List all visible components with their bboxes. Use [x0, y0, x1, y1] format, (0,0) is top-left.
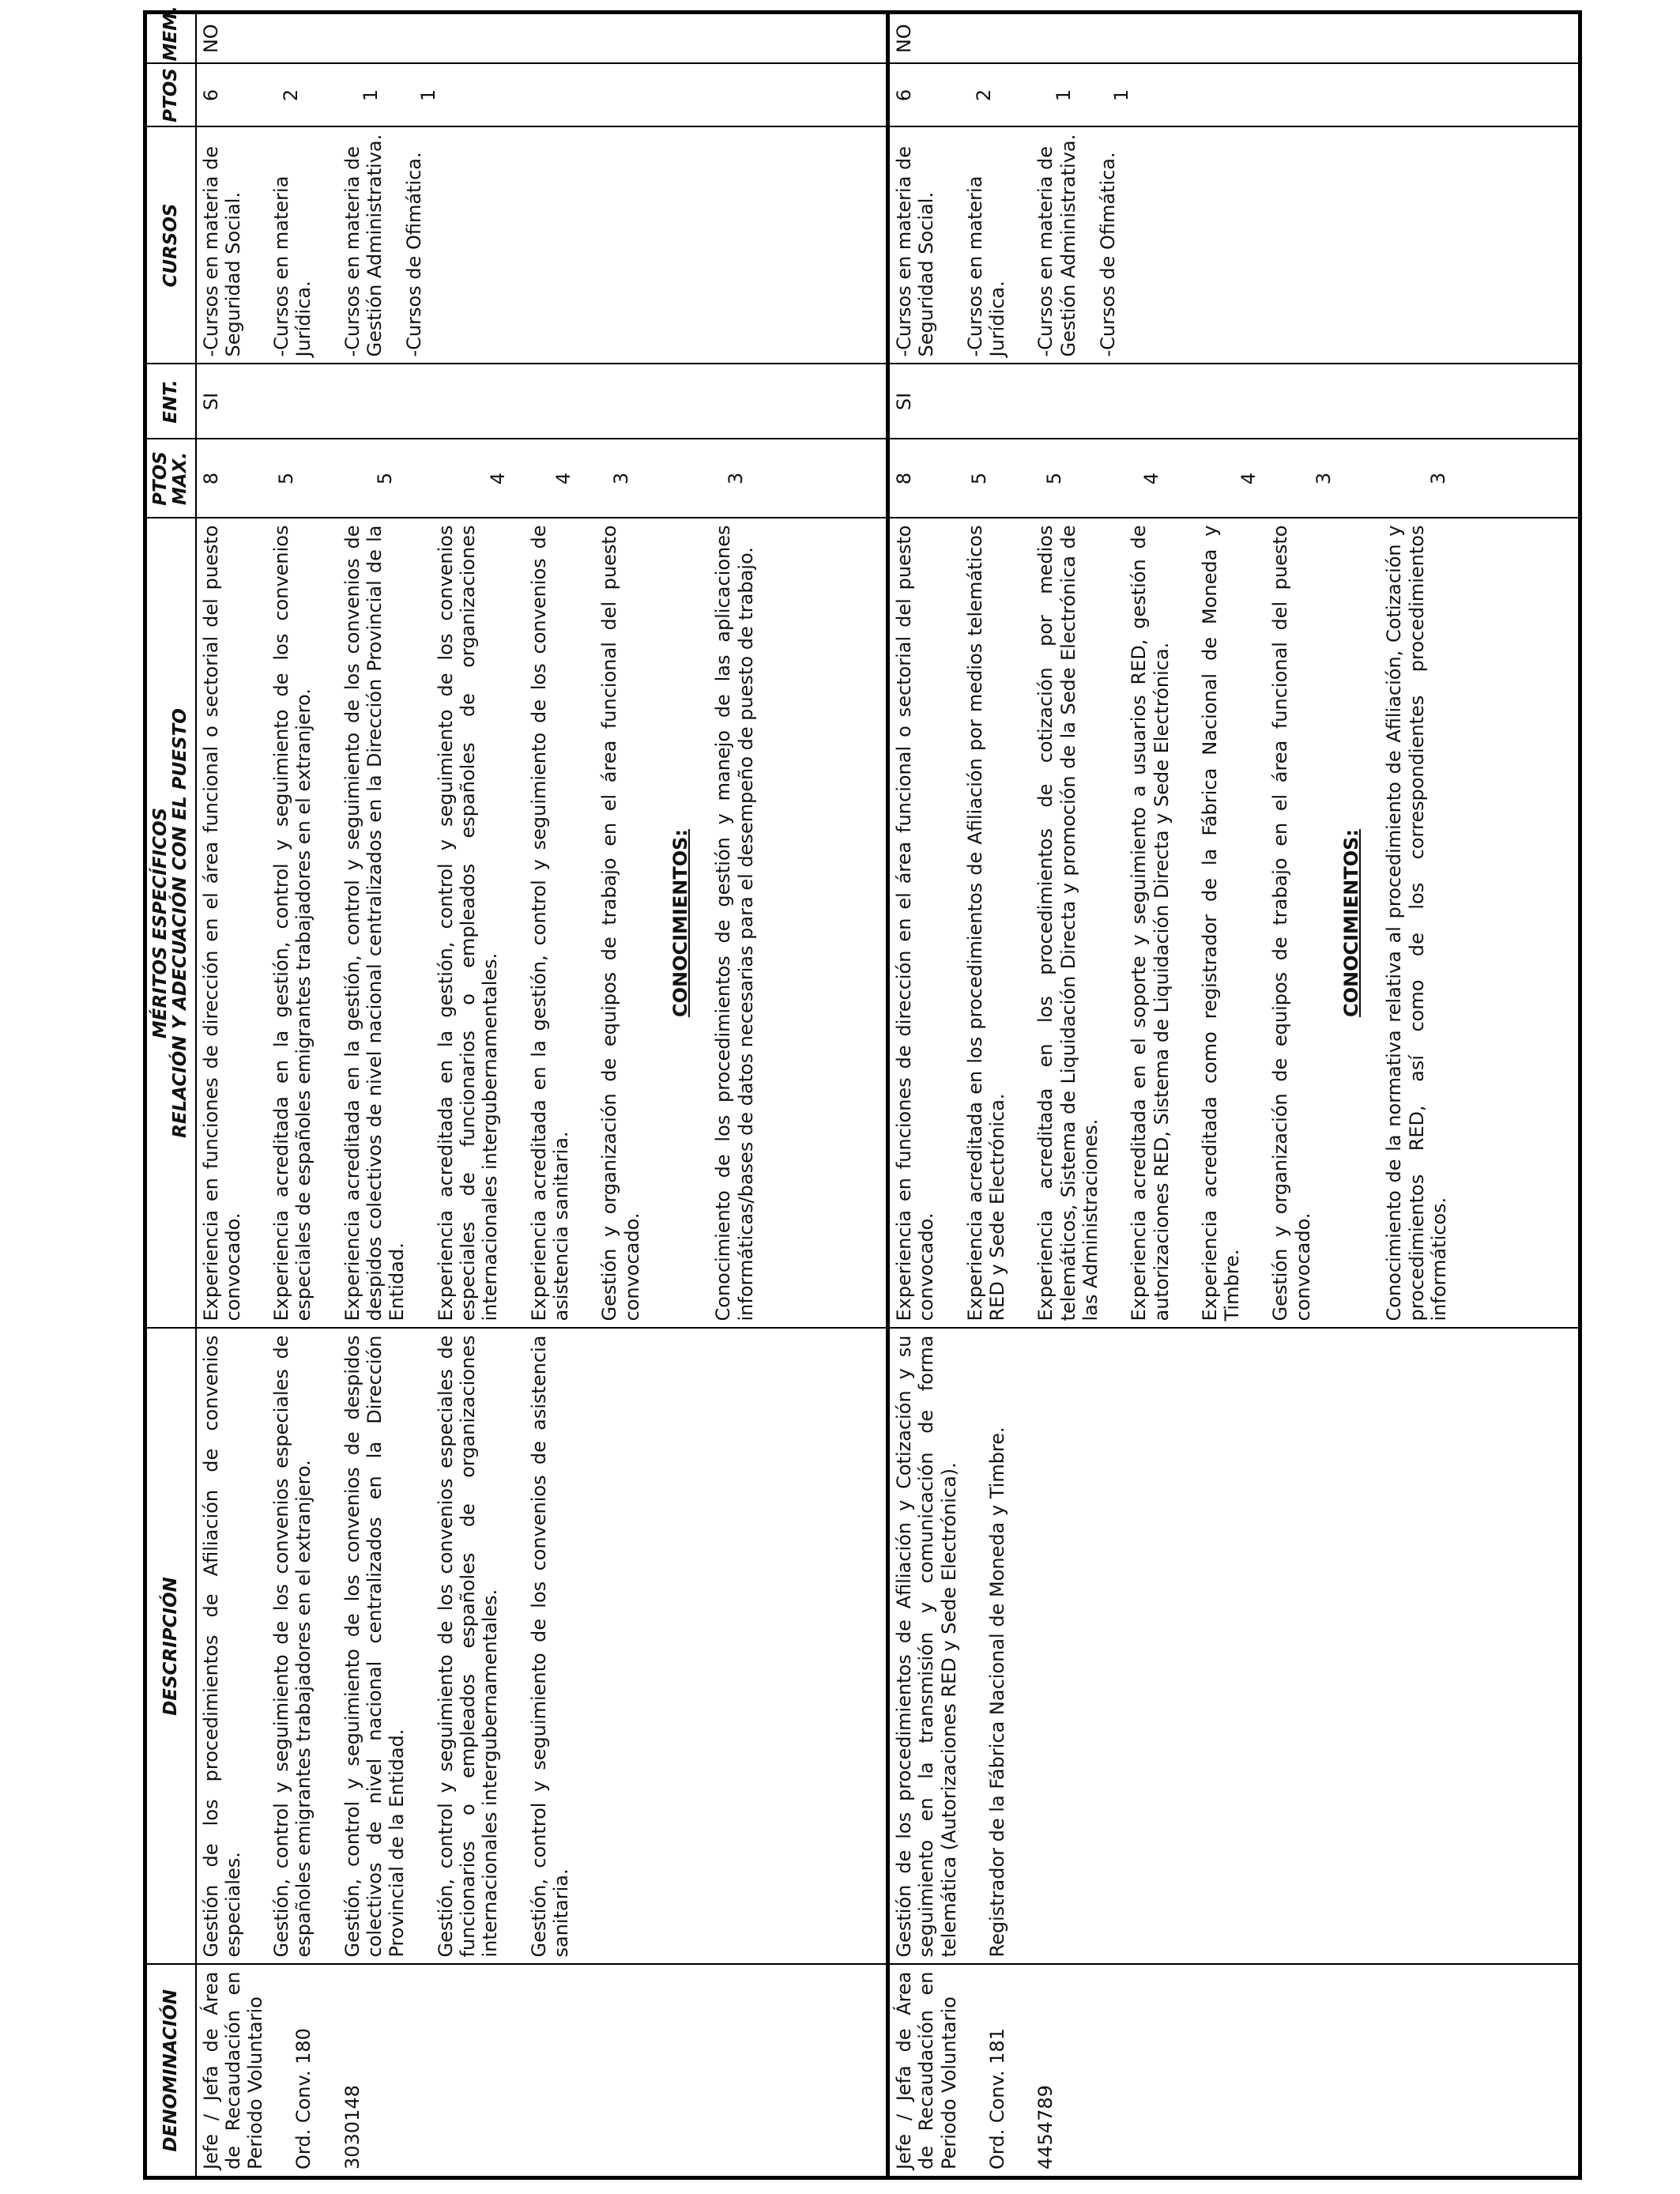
- descripcion-item: Gestión, control y seguimiento de los convenios de despidos colectivos de nivel nacional centralizados en la Dirección Provincial de la Entidad.: [341, 1335, 409, 1958]
- conocimientos-text: Conocimiento de los procedimientos de gestión y manejo de las aplicaciones informáticas/bases de datos necesarias para el desempeño de puesto de trabajo.: [712, 525, 757, 1321]
- header-ent: ENT.: [145, 364, 196, 439]
- ptos-max-value: 4: [552, 472, 574, 485]
- descripcion-cell: [196, 1329, 888, 1965]
- ptos-max-value: 8: [199, 472, 222, 485]
- ptos-max-value: 5: [274, 472, 297, 485]
- curso-item: -Cursos en materia de Seguridad Social.: [893, 145, 938, 357]
- position-title: Jefe / Jefa de Área de Recaudación en Periodo Voluntario: [893, 1971, 960, 2169]
- ptos-max-cell: [888, 439, 1580, 518]
- ptos-value: 1: [359, 89, 382, 102]
- ent-cell: [196, 364, 888, 439]
- ent-value: SI: [199, 392, 222, 411]
- ptos-max-value: 8: [893, 472, 915, 485]
- position-title: Jefe / Jefa de Área de Recaudación en Periodo Voluntario: [199, 1971, 267, 2169]
- cursos-cell: [888, 127, 1580, 364]
- curso-item: -Cursos de Ofimática.: [1096, 152, 1119, 357]
- curso-item: -Cursos en materia de Seguridad Social.: [199, 145, 244, 357]
- header-ptos-max-line2: MAX.: [170, 451, 191, 506]
- ptos-max-conocimientos: 3: [1427, 472, 1449, 485]
- conocimientos-text: Conocimiento de la normativa relativa al procedimiento de Afiliación, Cotización y procedimientos RED, así como de los correspondientes procedimientos informáticos.: [1383, 525, 1450, 1321]
- ptos-value: 6: [199, 89, 222, 102]
- curso-item: -Cursos en materia de Gestión Administrativa.: [341, 134, 386, 357]
- merito-item: Experiencia acreditada en la gestión, control y seguimiento de los convenios de asistencia sanitaria.: [527, 525, 572, 1321]
- header-denominacion: DENOMINACIÓN: [145, 1965, 196, 2178]
- ptos-value: 2: [973, 89, 995, 102]
- table-row: [888, 13, 1580, 2178]
- ptos-max-value: 4: [486, 472, 509, 485]
- ptos-max-cell: [196, 439, 888, 518]
- header-cursos: CURSOS: [145, 127, 196, 364]
- merito-item: Experiencia acreditada en la gestión, control y seguimiento de los convenios especiales de españoles emigrantes trabajadores en el extranjero.: [270, 525, 315, 1321]
- merito-item: Gestión y organización de equipos de trabajo en el área funcional del puesto convocado.: [598, 525, 643, 1321]
- ptos-max-value: 5: [968, 472, 990, 485]
- header-mem: MEM.: [145, 13, 196, 64]
- header-meritos-line2: RELACIÓN Y ADECUACIÓN CON EL PUESTO: [170, 708, 191, 1138]
- header-meritos: [145, 518, 196, 1329]
- merito-item: Experiencia en funciones de dirección en el área funcional o sectorial del puesto convocado.: [893, 525, 938, 1321]
- merito-item: Gestión y organización de equipos de trabajo en el área funcional del puesto convocado.: [1269, 525, 1314, 1321]
- descripcion-item: Gestión de los procedimientos de Afiliación de convenios especiales.: [199, 1335, 244, 1958]
- merito-item: Experiencia acreditada en la gestión, control y seguimiento de los convenios de despidos colectivos de nivel nacional centralizados en la Dirección Provincial de la Entidad.: [341, 525, 409, 1321]
- ptos-max-value: 3: [609, 472, 632, 485]
- ent-cell: [888, 364, 1580, 439]
- cursos-cell: [196, 127, 888, 364]
- header-ptos-max-line1: PTOS: [149, 451, 171, 506]
- descripcion-item: Gestión, control y seguimiento de los convenios de asistencia sanitaria.: [527, 1335, 572, 1958]
- meritos-cell: [888, 518, 1580, 1329]
- position-code: 4454789: [1034, 2085, 1057, 2169]
- curso-item: -Cursos en materia Jurídica.: [270, 175, 315, 357]
- mem-cell: [196, 13, 888, 64]
- ent-value: SI: [893, 392, 915, 411]
- header-ptos-max: [145, 439, 196, 518]
- ptos-max-value: 4: [1140, 472, 1162, 485]
- mem-cell: [888, 13, 1580, 64]
- ptos-value: 2: [279, 89, 302, 102]
- merito-item: Experiencia acreditada como registrador de la Fábrica Nacional de Moneda y Timbre.: [1198, 525, 1244, 1321]
- conocimientos-heading: CONOCIMIENTOS:: [1340, 829, 1363, 1017]
- conocimientos-heading: CONOCIMIENTOS:: [669, 829, 691, 1017]
- position-order: Ord. Conv. 181: [985, 2028, 1008, 2169]
- job-positions-table: [143, 6, 1582, 2180]
- header-row: [145, 13, 196, 2178]
- descripcion-item: Gestión, control y seguimiento de los convenios especiales de funcionarios o empleados españoles de organizaciones internacionales intergubernamentales.: [434, 1335, 502, 1958]
- header-ptos: PTOS: [145, 64, 196, 127]
- ptos-max-value: 3: [1313, 472, 1335, 485]
- merito-item: Experiencia acreditada en el soporte y seguimiento a usuarios RED, gestión de autorizaciones RED, Sistema de Liquidación Directa y Sede Electrónica.: [1128, 525, 1173, 1321]
- descripcion-item: Registrador de la Fábrica Nacional de Moneda y Timbre.: [985, 1427, 1008, 1958]
- merito-item: Experiencia acreditada en la gestión, control y seguimiento de los convenios especiales de funcionarios o empleados españoles de organizaciones internacionales intergubernamentales.: [434, 525, 502, 1321]
- ptos-cell: [196, 64, 888, 127]
- curso-item: -Cursos en materia Jurídica.: [963, 175, 1008, 357]
- table-row: [196, 13, 888, 2178]
- ptos-max-value: 4: [1237, 472, 1260, 485]
- header-descripcion: DESCRIPCIÓN: [145, 1329, 196, 1965]
- mem-value: NO: [893, 24, 915, 54]
- descripcion-item: Gestión de los procedimientos de Afiliación y Cotización y su seguimiento en la transmisión y comunicación de forma telemática (Autorizaciones RED y Sede Electrónica).: [893, 1335, 960, 1958]
- merito-item: Experiencia acreditada en los procedimientos de Afiliación por medios telemáticos RED y Sede Electrónica.: [963, 525, 1008, 1321]
- denominacion-cell: [888, 1965, 1580, 2178]
- position-order: Ord. Conv. 180: [292, 2028, 315, 2169]
- header-meritos-line1: MÉRITOS ESPECÍFICOS: [149, 807, 171, 1039]
- merito-item: Experiencia en funciones de dirección en el área funcional o sectorial del puesto convocado.: [199, 525, 244, 1321]
- merito-item: Experiencia acreditada en los procedimientos de cotización por medios telemáticos, Sistema de Liquidación Directa y promoción de la Sede Electrónica de las Administraciones.: [1034, 525, 1102, 1321]
- ptos-value: 1: [1110, 89, 1132, 102]
- ptos-cell: [888, 64, 1580, 127]
- curso-item: -Cursos de Ofimática.: [403, 152, 426, 357]
- descripcion-item: Gestión, control y seguimiento de los convenios especiales de españoles emigrantes trabajadores en el extranjero.: [270, 1335, 315, 1958]
- descripcion-cell: [888, 1329, 1580, 1965]
- position-code: 3030148: [341, 2085, 363, 2169]
- mem-value: NO: [199, 24, 222, 54]
- ptos-max-conocimientos: 3: [724, 472, 747, 485]
- denominacion-cell: [196, 1965, 888, 2178]
- ptos-max-value: 5: [1043, 472, 1065, 485]
- ptos-max-value: 5: [373, 472, 396, 485]
- curso-item: -Cursos en materia de Gestión Administrativa.: [1034, 134, 1079, 357]
- rotated-table-page: [143, 6, 1538, 2180]
- ptos-value: 1: [1053, 89, 1075, 102]
- ptos-value: 6: [893, 89, 915, 102]
- ptos-value: 1: [416, 89, 439, 102]
- meritos-cell: [196, 518, 888, 1329]
